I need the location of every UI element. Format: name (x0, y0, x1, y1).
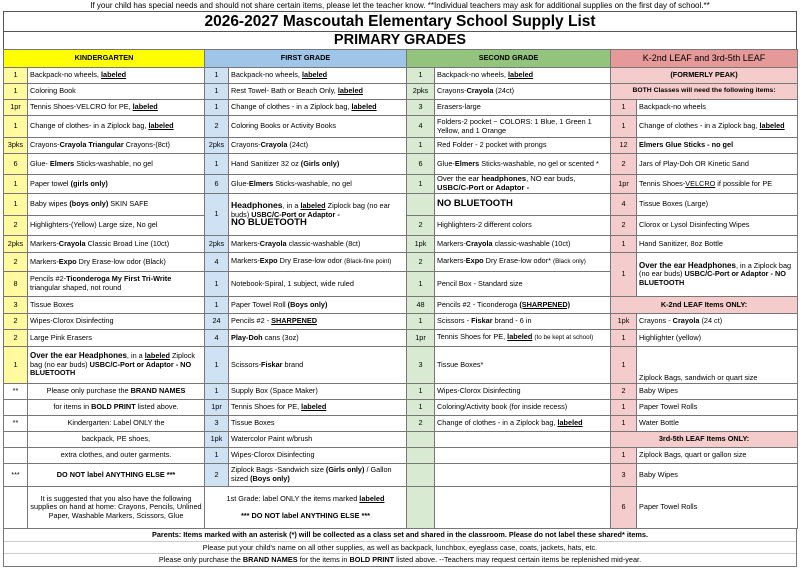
qty: 1 (4, 68, 28, 84)
qty: 1 (205, 297, 229, 314)
qty: 3 (4, 297, 28, 314)
item: Hand Sanitizer, 8oz Bottle (637, 236, 798, 253)
item: Watercolor Paint w/brush (229, 432, 407, 448)
top-note: If your child has special needs and should not share certain items, please let the teacher know. **Individual teachers may ask for additional supplies on the first day of school.** (90, 1, 710, 10)
item: Red Folder - 2 pocket with prongs (435, 138, 611, 154)
first-grade-header: FIRST GRADE (205, 50, 407, 68)
qty: 1 (407, 272, 435, 297)
item: Over the ear Headphones, in a labeled Ziplock bag (no ear buds) USBC/C-Port or Adaptor - NO BLUETOOTH (28, 347, 205, 384)
qty: 6 (205, 175, 229, 194)
item: Tennis Shoes-VELCRO for PE, labeled (28, 100, 205, 116)
item: Jars of Play-Doh OR Kinetic Sand (637, 154, 798, 175)
qty: 4 (205, 253, 229, 272)
item: Pencil Box - Standard size (435, 272, 611, 297)
qty: 6 (611, 487, 637, 529)
note-marker (4, 432, 28, 448)
item: Glue-Elmers Sticks-washable, no gel or scented * (435, 154, 611, 175)
item: Highlighter (yellow) (637, 330, 798, 347)
table-row (4, 464, 798, 487)
note-marker (4, 487, 28, 529)
table-row (4, 138, 798, 154)
qty: 2 (407, 216, 435, 236)
table-row (4, 100, 798, 116)
qty: 2 (4, 253, 28, 272)
note-marker: ** (4, 384, 28, 400)
qty: 2 (611, 384, 637, 400)
qty: 1 (407, 314, 435, 330)
qty: 1 (205, 448, 229, 464)
note-text: for items in BOLD PRINT listed above. (28, 400, 205, 416)
table-row (4, 432, 798, 448)
item: Over the ear Headphones, in a Ziplock bag (no ear buds) USBC/C-Port or Adaptor - NO BLUETOOTH (637, 253, 798, 297)
page-subtitle: PRIMARY GRADES (3, 31, 797, 49)
qty: 1 (407, 384, 435, 400)
item: Clorox or Lysol Disinfecting Wipes (637, 216, 798, 236)
qty: 8 (4, 272, 28, 297)
no-bluetooth-note: NO BLUETOOTH (231, 217, 307, 229)
item (435, 448, 611, 464)
kindergarten-header: KINDERGARTEN (4, 50, 205, 68)
leaf-both-label: BOTH Classes will need the following items: (611, 84, 798, 100)
qty: 2 (4, 330, 28, 347)
second-grade-header: SECOND GRADE (407, 50, 611, 68)
item: Elmers Glue Sticks - no gel (637, 138, 798, 154)
item: Baby wipes (boys only) SKIN SAFE (28, 194, 205, 216)
qty: 1pk (205, 432, 229, 448)
item: Notebook-Spiral, 1 subject, wide ruled (229, 272, 407, 297)
qty: 1 (611, 400, 637, 416)
qty (407, 194, 435, 216)
item: Tissue Boxes (28, 297, 205, 314)
first-grade-no-label-note: *** DO NOT label ANYTHING ELSE *** (240, 510, 371, 520)
qty: 1pr (4, 100, 28, 116)
item: Backpack-no wheels (637, 100, 798, 116)
table-row (4, 347, 798, 384)
item: Markers-Crayola Classic Broad Line (10ct) (28, 236, 205, 253)
item: Ziplock Bags -Sandwich size (Girls only) / Gallon sized (Boys only) (229, 464, 407, 487)
qty: 2 (407, 253, 435, 272)
item: Large Pink Erasers (28, 330, 205, 347)
qty: 3 (205, 416, 229, 432)
qty: 1 (4, 347, 28, 384)
page-title: 2026-2027 Mascoutah Elementary School Supply List (3, 11, 797, 31)
qty: 2 (407, 416, 435, 432)
item (435, 432, 611, 448)
note-text: Please only purchase the BRAND NAMES (28, 384, 205, 400)
note-marker: ** (4, 416, 28, 432)
item: Markers-Crayola classic-washable (10ct) (435, 236, 611, 253)
note-text: It is suggested that you also have the following supplies on hand at home: Crayons, Pencils, Unlined Paper, Washable Markers, Scissors, Glue (28, 487, 205, 529)
qty: 1 (205, 194, 229, 236)
qty: 1 (611, 100, 637, 116)
qty: 1 (407, 138, 435, 154)
table-row (4, 400, 798, 416)
item (435, 487, 611, 529)
qty: 1 (611, 347, 637, 384)
table-row (4, 448, 798, 464)
qty: 1pk (407, 236, 435, 253)
qty (407, 487, 435, 529)
qty: 1 (4, 175, 28, 194)
qty: 1pr (407, 330, 435, 347)
header-row (4, 50, 798, 68)
item: Highlighters-2 different colors (435, 216, 611, 236)
table-row (4, 84, 798, 100)
item: Ziplock Bags, sandwich or quart size (637, 347, 798, 384)
item: Coloring Book (28, 84, 205, 100)
leaf-35-section-title: 3rd-5th LEAF Items ONLY: (611, 432, 798, 448)
qty: 1 (611, 448, 637, 464)
item: Markers-Crayola classic-washable (8ct) (229, 236, 407, 253)
footer-notes (3, 529, 797, 567)
item: Baby Wipes (637, 464, 798, 487)
qty: 4 (205, 330, 229, 347)
item: Change of clothes - in a Ziplock bag, labeled (637, 116, 798, 138)
qty: 1 (611, 236, 637, 253)
item: Crayons-Crayola Triangular Crayons-(8ct) (28, 138, 205, 154)
footer-line: Please only purchase the BRAND NAMES for the items in BOLD PRINT listed above. --Teachers may request certain items be replenished mid-year. (4, 553, 796, 566)
qty: 1 (611, 416, 637, 432)
qty: 1 (407, 68, 435, 84)
note-text: DO NOT label ANYTHING ELSE *** (28, 464, 205, 487)
item: Change of clothes - in a Ziplock bag, labeled (229, 100, 407, 116)
qty: 1 (4, 194, 28, 216)
qty: 1 (4, 84, 28, 100)
qty: 2 (205, 116, 229, 138)
table-row (4, 314, 798, 330)
qty (407, 448, 435, 464)
item: Wipes-Clorox Disinfecting (229, 448, 407, 464)
item: Pencils #2 - SHARPENED (229, 314, 407, 330)
qty: 4 (407, 116, 435, 138)
note-text: backpack, PE shoes, (28, 432, 205, 448)
item: Backpack-no wheels, labeled (435, 68, 611, 84)
qty: 4 (611, 194, 637, 216)
qty: 6 (407, 154, 435, 175)
item: Glue-Elmers Sticks-washable, no gel (229, 175, 407, 194)
item: Pencils #2 - Ticonderoga (SHARPENED) (435, 297, 611, 314)
item: Baby Wipes (637, 384, 798, 400)
footer-line: Please put your child's name on all other supplies, as well as backpack, lunchbox, eyeglass case, coats, jackets, hats, etc. (4, 541, 796, 554)
item: Pencils #2-Ticonderoga My First Tri-Write triangular shaped, not round (28, 272, 205, 297)
table-row (4, 384, 798, 400)
qty: 1pr (205, 400, 229, 416)
qty: 48 (407, 297, 435, 314)
item: Markers-Expo Dry Erase-low odor (Black) (28, 253, 205, 272)
item: Hand Sanitizer 32 oz (Girls only) (229, 154, 407, 175)
item: Tennis Shoes for PE, labeled (229, 400, 407, 416)
item: Erasers-large (435, 100, 611, 116)
item: Tennis Shoes for PE, labeled (to be kept at school) (435, 330, 611, 347)
item: Paper Towel Rolls (637, 487, 798, 529)
qty: 1 (205, 68, 229, 84)
qty: 1 (611, 330, 637, 347)
qty: 1pr (611, 175, 637, 194)
table-row (4, 416, 798, 432)
item: Folders-2 pocket ~ COLORS: 1 Blue, 1 Green 1 Yellow, and 1 Orange (435, 116, 611, 138)
item: NO BLUETOOTH (435, 194, 611, 216)
item: Over the ear headphones, NO ear buds, USBC/C-Port or Adaptor - (435, 175, 611, 194)
table-row (4, 487, 798, 529)
table-row (4, 116, 798, 138)
qty: 1 (205, 84, 229, 100)
item: Crayons - Crayola (24 ct) (637, 314, 798, 330)
item: Paper Towel Rolls (637, 400, 798, 416)
qty: 1 (611, 116, 637, 138)
qty: 3 (407, 100, 435, 116)
item: Play-Doh cans (3oz) (229, 330, 407, 347)
qty: 1 (407, 175, 435, 194)
qty: 2 (4, 216, 28, 236)
item: Scissors-Fiskar brand (229, 347, 407, 384)
qty: 2pks (205, 236, 229, 253)
leaf-header: K-2nd LEAF and 3rd-5th LEAF (611, 50, 798, 68)
item: Tissue Boxes (229, 416, 407, 432)
note-text: extra clothes, and outer garments. (28, 448, 205, 464)
item: Backpack-no wheels, labeled (229, 68, 407, 84)
qty: 12 (611, 138, 637, 154)
item: Markers-Expo Dry Erase-low odor (Black-fine point) (229, 253, 407, 272)
item: Wipes-Clorox Disinfecting (28, 314, 205, 330)
table-row (4, 253, 798, 272)
qty: 2 (611, 216, 637, 236)
item: Water Bottle (637, 416, 798, 432)
qty: 1 (407, 400, 435, 416)
qty: 3 (407, 347, 435, 384)
qty: 3pks (4, 138, 28, 154)
item: Coloring Books or Activity Books (229, 116, 407, 138)
item: Change of clothes - in a Ziplock bag, labeled (435, 416, 611, 432)
item: Change of clothes- in a Ziplock bag, labeled (28, 116, 205, 138)
supply-list-page (3, 0, 797, 567)
item: Coloring/Activity book (for inside recess) (435, 400, 611, 416)
item: Tissue Boxes* (435, 347, 611, 384)
item: Backpack-no wheels, labeled (28, 68, 205, 84)
qty: 24 (205, 314, 229, 330)
item: Tennis Shoes-VELCRO if possible for PE (637, 175, 798, 194)
qty: 2pks (407, 84, 435, 100)
qty: 1pk (611, 314, 637, 330)
item: Crayons-Crayola (24ct) (435, 84, 611, 100)
item: Supply Box (Space Maker) (229, 384, 407, 400)
first-grade-note: 1st Grade: label ONLY the items marked labeled *** DO NOT label ANYTHING ELSE *** (205, 487, 407, 529)
leaf-formerly-label: (FORMERLY PEAK) (611, 68, 798, 84)
table-row (4, 236, 798, 253)
qty (407, 432, 435, 448)
note-marker (4, 400, 28, 416)
item: Paper Towel Roll (Boys only) (229, 297, 407, 314)
item: Tissue Boxes (Large) (637, 194, 798, 216)
qty: 2 (611, 154, 637, 175)
table-row (4, 175, 798, 194)
item: Wipes-Clorox Disinfecting (435, 384, 611, 400)
qty (407, 464, 435, 487)
qty: 1 (205, 347, 229, 384)
supply-table (3, 49, 798, 529)
item: Markers-Expo Dry Erase-low odor* (Black only) (435, 253, 611, 272)
qty: 2pks (4, 236, 28, 253)
qty: 1 (205, 100, 229, 116)
item: Paper towel (girls only) (28, 175, 205, 194)
qty: 1 (4, 116, 28, 138)
item: Glue- Elmers Sticks-washable, no gel (28, 154, 205, 175)
qty: 1 (205, 384, 229, 400)
footer-line: Parents: Items marked with an asterisk (*) will be collected as a class set and shared in the classroom. Please do not label these shared* items. (152, 530, 648, 539)
table-row (4, 297, 798, 314)
table-row (4, 194, 798, 216)
table-row (4, 330, 798, 347)
qty: 2 (4, 314, 28, 330)
item: Ziplock Bags, quart or gallon size (637, 448, 798, 464)
qty: 1 (205, 272, 229, 297)
table-row (4, 154, 798, 175)
qty: 3 (611, 464, 637, 487)
item: Headphones, in a labeled Ziplock bag (no ear buds) USBC/C-Port or Adaptor - NO BLUETOOTH (229, 194, 407, 236)
qty: 2pks (205, 138, 229, 154)
item: Rest Towel- Bath or Beach Only, labeled (229, 84, 407, 100)
qty: 1 (611, 253, 637, 297)
note-marker: *** (4, 464, 28, 487)
note-text: Kindergarten: Label ONLY the (28, 416, 205, 432)
leaf-k2-section-title: K-2nd LEAF Items ONLY: (611, 297, 798, 314)
item (435, 464, 611, 487)
qty: 2 (205, 464, 229, 487)
table-row (4, 68, 798, 84)
item: Highlighters-(Yellow) Large size, No gel (28, 216, 205, 236)
item: Crayons-Crayola (24ct) (229, 138, 407, 154)
note-marker (4, 448, 28, 464)
item: Scissors - Fiskar brand - 6 in (435, 314, 611, 330)
qty: 1 (205, 154, 229, 175)
qty: 6 (4, 154, 28, 175)
